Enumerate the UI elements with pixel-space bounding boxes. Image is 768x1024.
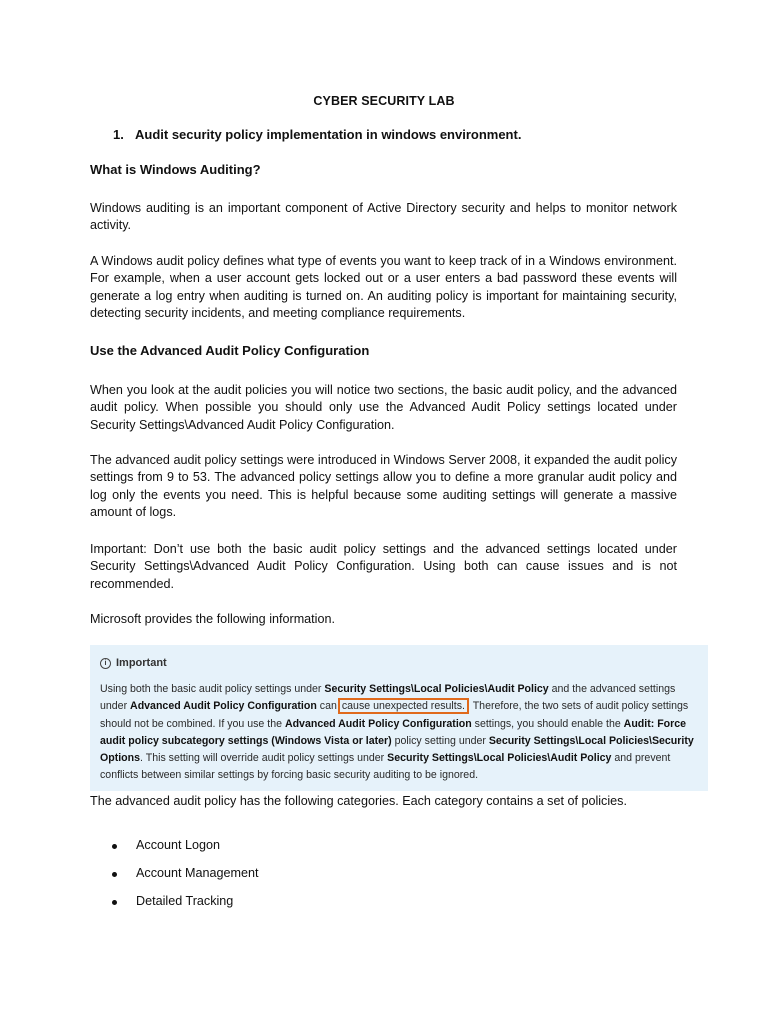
list-item: [112, 838, 259, 866]
info-icon: i: [100, 658, 111, 669]
callout-bold: Audit: Force audit policy subcategory settings (Windows Vista or later): [100, 717, 687, 747]
list-item-label: Detailed Tracking: [136, 894, 234, 908]
page-title: CYBER SECURITY LAB: [313, 94, 455, 108]
paragraph-intro: Windows auditing is an important component of Active Directory security and helps to monitor network activity.: [90, 201, 677, 233]
paragraph-categories-intro: The advanced audit policy has the following categories. Each category contains a set of policies.: [90, 794, 627, 808]
callout-bold: Advanced Audit Policy Configuration: [284, 717, 472, 730]
callout-bold: Security Settings\Local Policies\Security Options: [100, 734, 694, 765]
category-list: [112, 838, 259, 922]
section-text: Audit security policy implementation in windows environment.: [135, 127, 522, 142]
bullet-icon: [112, 900, 117, 905]
highlighted-phrase: cause unexpected results.: [338, 698, 469, 714]
heading-what-is-auditing: What is Windows Auditing?: [90, 162, 261, 177]
callout-text: Therefore, the two sets of audit policy settings should not be combined. If you use the: [100, 700, 689, 730]
paragraph-microsoft-info: Microsoft provides the following information.: [90, 612, 335, 626]
callout-bold: Security Settings\Local Policies\Audit Policy: [387, 752, 612, 765]
list-item-label: Account Logon: [136, 838, 221, 852]
list-item-label: Account Management: [136, 866, 259, 880]
list-item: [112, 866, 259, 894]
callout-text: can: [316, 700, 337, 713]
callout-text: policy setting under: [391, 734, 489, 747]
section-number: 1.: [113, 127, 124, 142]
paragraph-advanced-settings: The advanced audit policy settings were introduced in Windows Server 2008, it expanded the audit policy settings from 9 to 53. The advanced policy settings allow you to define a more granular audit policy and log only the events you need. This is helpful because some auditing settings will generate a massive amount of logs.: [90, 453, 677, 520]
bullet-icon: [112, 844, 117, 849]
callout-text: and the advanced settings under: [100, 683, 676, 713]
callout-body: [100, 681, 698, 784]
callout-header: [100, 655, 698, 672]
heading-advanced-audit: Use the Advanced Audit Policy Configuration: [90, 343, 370, 358]
callout-text: and prevent conflicts between similar settings by forcing basic security auditing to be ignored.: [100, 752, 671, 782]
paragraph-audit-policy: A Windows audit policy defines what type of events you want to keep track of in a Windows environment. For example, when a user account gets locked out or a user enters a bad password these events will generate a log entry when auditing is turned on. An auditing policy is important for maintaining security, detecting security incidents, and meeting compliance requirements.: [90, 254, 677, 321]
important-callout: [90, 645, 708, 791]
callout-text: . This setting will override audit policy settings under: [140, 752, 388, 765]
bullet-icon: [112, 872, 117, 877]
section-heading: [113, 127, 521, 142]
callout-bold: Advanced Audit Policy Configuration: [130, 700, 317, 713]
callout-text: settings, you should enable the: [471, 717, 624, 730]
callout-bold: Security Settings\Local Policies\Audit Policy: [324, 683, 549, 696]
callout-text: Using both the basic audit policy settings under: [100, 683, 325, 696]
callout-heading: Important: [116, 657, 167, 669]
paragraph-important-note: Important: Don’t use both the basic audit policy settings and the advanced settings located under Security Settings\Advanced Audit Policy Configuration. Using both can cause issues and is not recommended.: [90, 542, 677, 591]
paragraph-two-sections: When you look at the audit policies you will notice two sections, the basic audit policy, and the advanced audit policy. When possible you should only use the Advanced Audit Policy settings located under Security Settings\Advanced Audit Policy Configuration.: [90, 383, 677, 432]
list-item: [112, 894, 259, 922]
